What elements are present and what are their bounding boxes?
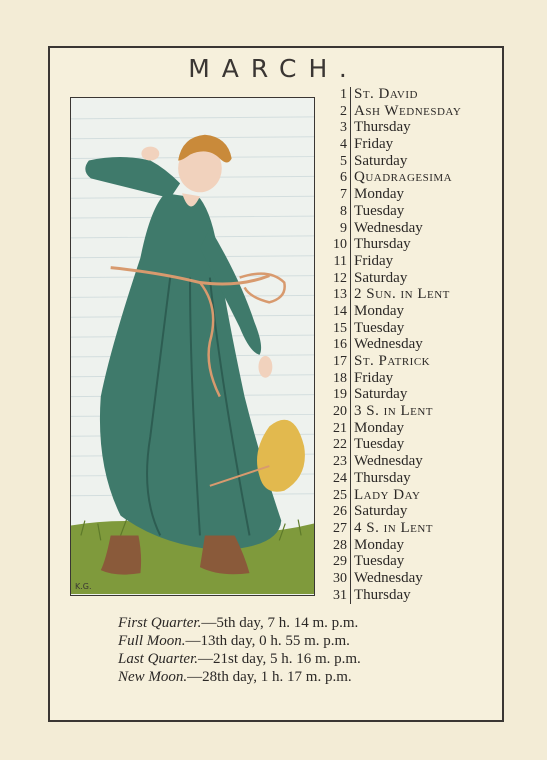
day-number: 14: [320, 304, 351, 321]
day-row: [320, 537, 500, 554]
day-number: 1: [320, 87, 351, 104]
day-row: [320, 86, 500, 103]
moon-phase-name: First Quarter.: [118, 615, 202, 631]
day-row: [320, 436, 500, 453]
day-number: 11: [320, 254, 351, 271]
moon-phase-name: Full Moon.: [118, 633, 186, 649]
day-number: 2: [320, 104, 351, 121]
day-row: [320, 386, 500, 403]
day-row: [320, 203, 500, 220]
feast-day-name: Quadragesima: [354, 169, 453, 186]
weekday-name: Thursday: [354, 469, 411, 486]
illustrator-signature: K.G.: [75, 582, 92, 591]
day-row: [320, 286, 500, 303]
day-row: [320, 236, 500, 253]
weekday-name: Friday: [354, 369, 394, 386]
day-row: [320, 503, 500, 520]
day-number: 12: [320, 271, 351, 288]
weekday-name: Tuesday: [354, 319, 405, 336]
day-number: 3: [320, 120, 351, 137]
day-row: [320, 587, 500, 604]
moon-phase-detail: —5th day, 7 h. 14 m. p.m.: [201, 615, 359, 631]
day-row: [320, 186, 500, 203]
day-row: [320, 570, 500, 587]
day-number: 30: [320, 571, 351, 588]
weekday-name: Tuesday: [354, 202, 405, 219]
weekday-name: Tuesday: [354, 436, 405, 453]
moon-phase-row: [118, 632, 498, 650]
day-row: [320, 420, 500, 437]
day-number: 21: [320, 421, 351, 438]
weekday-name: Saturday: [354, 386, 408, 403]
day-row: [320, 270, 500, 287]
day-number: 26: [320, 504, 351, 521]
day-row: [320, 253, 500, 270]
day-number: 31: [320, 588, 351, 605]
moon-phase-detail: —13th day, 0 h. 55 m. p.m.: [185, 633, 350, 649]
feast-day-name: 2 Sun. in Lent: [354, 286, 450, 303]
day-number: 17: [320, 354, 351, 371]
day-number: 16: [320, 337, 351, 354]
moon-phase-detail: —21st day, 5 h. 16 m. p.m.: [198, 651, 361, 667]
day-row: [320, 353, 500, 370]
day-number: 24: [320, 471, 351, 488]
weekday-name: Thursday: [354, 586, 411, 603]
weekday-name: Tuesday: [354, 553, 405, 570]
day-number: 25: [320, 488, 351, 505]
feast-day-name: 3 S. in Lent: [354, 403, 433, 420]
day-row: [320, 470, 500, 487]
day-number: 27: [320, 521, 351, 538]
day-number: 13: [320, 287, 351, 304]
girl-illustration: [70, 97, 315, 596]
day-row: [320, 169, 500, 186]
day-row: [320, 403, 500, 420]
dancing-girl-picture: [71, 98, 314, 595]
day-number: 4: [320, 137, 351, 154]
weekday-name: Thursday: [354, 236, 411, 253]
day-number: 9: [320, 221, 351, 238]
day-row: [320, 136, 500, 153]
weekday-name: Saturday: [354, 503, 408, 520]
moon-phase-name: New Moon.: [118, 669, 188, 685]
day-number: 8: [320, 204, 351, 221]
moon-phase-row: [118, 614, 498, 632]
weekday-name: Friday: [354, 136, 394, 153]
weekday-name: Wednesday: [354, 219, 423, 236]
weekday-name: Saturday: [354, 152, 408, 169]
moon-phases: [118, 614, 498, 686]
moon-phase-detail: —28th day, 1 h. 17 m. p.m.: [187, 669, 352, 685]
month-title: MARCH.: [188, 54, 359, 83]
moon-phase-name: Last Quarter.: [118, 651, 199, 667]
day-number: 15: [320, 321, 351, 338]
moon-phase-row: [118, 650, 498, 668]
day-row: [320, 487, 500, 504]
day-row: [320, 320, 500, 337]
day-row: [320, 119, 500, 136]
feast-day-name: 4 S. in Lent: [354, 519, 433, 536]
day-row: [320, 303, 500, 320]
day-number: 29: [320, 554, 351, 571]
feast-day-name: Lady Day: [354, 486, 421, 503]
day-number: 10: [320, 237, 351, 254]
day-number: 6: [320, 170, 351, 187]
day-number: 19: [320, 387, 351, 404]
weekday-name: Monday: [354, 419, 404, 436]
day-number: 23: [320, 454, 351, 471]
weekday-name: Wednesday: [354, 453, 423, 470]
weekday-name: Saturday: [354, 269, 408, 286]
day-row: [320, 153, 500, 170]
day-row: [320, 520, 500, 537]
day-row: [320, 336, 500, 353]
day-row: [320, 453, 500, 470]
weekday-name: Thursday: [354, 119, 411, 136]
weekday-name: Monday: [354, 536, 404, 553]
feast-day-name: St. Patrick: [354, 353, 431, 369]
weekday-name: Friday: [354, 252, 394, 269]
day-number: 20: [320, 404, 351, 421]
moon-phase-row: [118, 668, 498, 686]
day-number: 7: [320, 187, 351, 204]
day-number: 5: [320, 154, 351, 171]
weekday-name: Monday: [354, 302, 404, 319]
weekday-name: Monday: [354, 186, 404, 203]
weekday-name: Wednesday: [354, 569, 423, 586]
day-row: [320, 370, 500, 387]
feast-day-name: St. David: [354, 86, 418, 102]
day-row: [320, 553, 500, 570]
feast-day-name: Ash Wednesday: [354, 102, 462, 119]
day-number: 18: [320, 371, 351, 388]
day-number: 28: [320, 538, 351, 555]
day-list: [320, 86, 500, 603]
day-row: [320, 103, 500, 120]
day-row: [320, 220, 500, 237]
weekday-name: Wednesday: [354, 336, 423, 353]
day-number: 22: [320, 437, 351, 454]
